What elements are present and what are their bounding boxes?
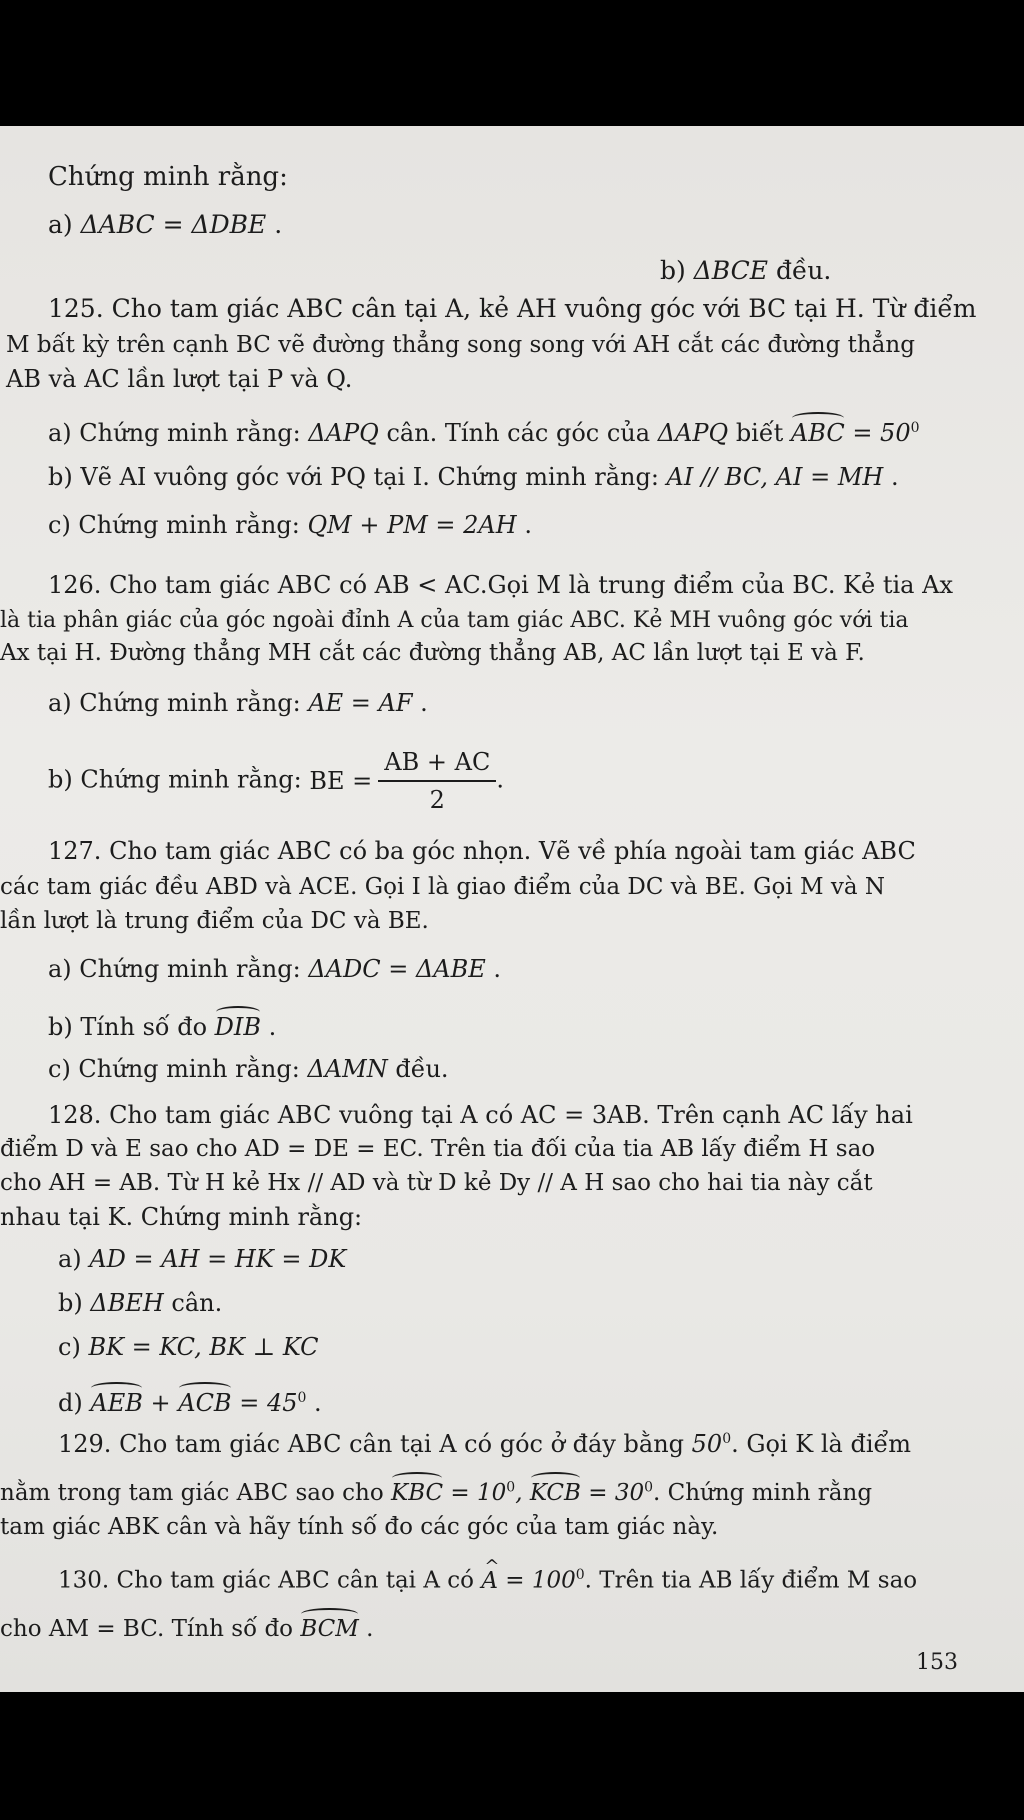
problem-128-part-b: b) ΔBEH cân. (58, 1289, 223, 1317)
problem-126-part-b: b) Chứng minh rằng: BE = $\frac{AB + AC}{2}$ . (48, 748, 504, 814)
problem-125-line3: AB và AC lần lượt tại P và Q. (6, 365, 353, 393)
problem-126-line2: là tia phân giác của góc ngoài đỉnh A của tam giác ABC. Kẻ MH vuông góc với tia (0, 608, 909, 633)
problem-127-heading: 127. Cho tam giác ABC có ba góc nhọn. Vẽ về phía ngoài tam giác ABC (48, 837, 916, 865)
problem-125-part-a: a) Chứng minh rằng: ΔAPQ cân. Tính các góc của ΔAPQ biết ABC = $50^0$ (48, 412, 920, 448)
problem-126-part-a: a) Chứng minh rằng: AE = AF . (48, 689, 428, 717)
problem-128-heading: 128. Cho tam giác ABC vuông tại A có AC = 3AB. Trên cạnh AC lấy hai (48, 1101, 913, 1129)
book-page (0, 126, 1024, 1692)
problem-128-part-c: c) BK = KC, BK ⊥ KC (58, 1333, 319, 1361)
problem-129-line3: tam giác ABK cân và hãy tính số đo các góc của tam giác này. (0, 1514, 719, 1540)
problem-128-part-d: d) AEB + ACB = $45^0$ . (58, 1382, 322, 1418)
problem-129-line2: nằm trong tam giác ABC sao cho KBC = $10^0$, KCB = $30^0$. Chứng minh rằng (0, 1472, 872, 1508)
problem-128-part-a: a) AD = AH = HK = DK (58, 1245, 347, 1273)
problem-125-line2: M bất kỳ trên cạnh BC vẽ đường thẳng song song với AH cắt các đường thẳng (6, 332, 915, 358)
problem-128-line3: cho AH = AB. Từ H kẻ Hx // AD và từ D kẻ Dy // A H sao cho hai tia này cắt (0, 1170, 873, 1196)
pre-item-a: a) ΔABC = ΔDBE . (48, 210, 283, 239)
problem-125-part-b: b) Vẽ AI vuông góc với PQ tại I. Chứng minh rằng: AI // BC, AI = MH . (48, 463, 899, 491)
problem-126-heading: 126. Cho tam giác ABC có AB < AC.Gọi M là trung điểm của BC. Kẻ tia Ax (48, 571, 953, 599)
problem-127-line3: lần lượt là trung điểm của DC và BE. (0, 908, 429, 934)
problem-128-line2: điểm D và E sao cho AD = DE = EC. Trên tia đối của tia AB lấy điểm H sao (0, 1136, 876, 1162)
fraction: $\frac{AB + AC}{2}$ (378, 746, 496, 816)
pre-item-b: b) ΔBCE đều. (660, 256, 832, 285)
problem-128-line4: nhau tại K. Chứng minh rằng: (0, 1203, 363, 1231)
problem-125-part-c: c) Chứng minh rằng: QM + PM = 2AH . (48, 511, 532, 539)
problem-127-part-c: c) Chứng minh rằng: ΔAMN đều. (48, 1055, 449, 1083)
problem-126-line3: Ax tại H. Đường thẳng MH cắt các đường thẳng AB, AC lần lượt tại E và F. (0, 640, 865, 666)
intro-line: Chứng minh rằng: (48, 162, 288, 192)
problem-129-heading: 129. Cho tam giác ABC cân tại A có góc ở đáy bằng $50^0$. Gọi K là điểm (58, 1430, 912, 1458)
page-number: 153 (916, 1650, 958, 1675)
problem-130-heading: 130. Cho tam giác ABC cân tại A có ^ $A = 100^0$. Trên tia AB lấy điểm M sao (58, 1560, 917, 1596)
problem-127-line2: các tam giác đều ABD và ACE. Gọi I là giao điểm của DC và BE. Gọi M và N (0, 874, 885, 900)
problem-125-heading: 125. Cho tam giác ABC cân tại A, kẻ AH vuông góc với BC tại H. Từ điểm (48, 294, 977, 323)
problem-130-line2: cho AM = BC. Tính số đo BCM . (0, 1608, 373, 1644)
problem-127-part-b: b) Tính số đo DIB . (48, 1006, 276, 1042)
problem-127-part-a: a) Chứng minh rằng: ΔADC = ΔABE . (48, 955, 502, 983)
